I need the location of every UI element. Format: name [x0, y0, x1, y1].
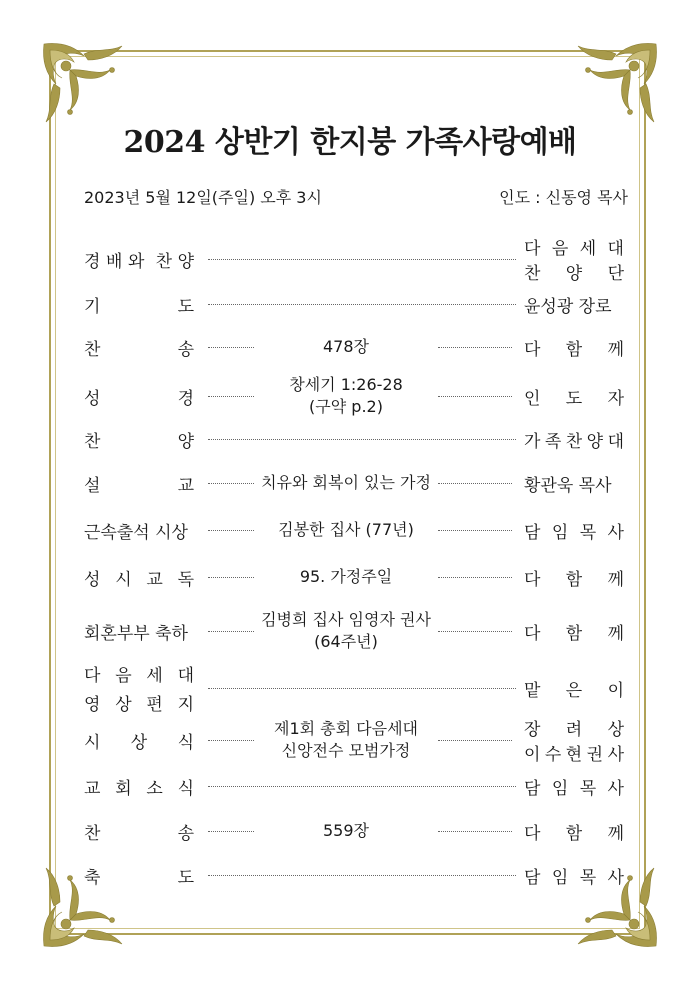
dotted-leader	[438, 831, 512, 832]
char: 교	[84, 778, 101, 799]
char: 교	[146, 569, 163, 590]
program-item-person	[524, 557, 624, 597]
corner-ornament-icon	[40, 40, 128, 128]
char: 장	[524, 720, 541, 740]
char: 담	[524, 867, 541, 888]
char: 수	[544, 745, 562, 765]
char: 기	[84, 296, 101, 317]
program-item-detail	[254, 463, 438, 503]
char: 다	[524, 823, 541, 844]
program-item-person	[524, 664, 624, 712]
char: 자	[607, 388, 624, 409]
char: 회혼부부 축하	[84, 623, 188, 644]
char: 영	[84, 695, 101, 715]
char: 대	[177, 666, 194, 686]
detail-line: 치유와 회복이 있는 가정	[261, 472, 431, 492]
char: 황관욱 목사	[524, 475, 612, 496]
char: 찬	[84, 339, 101, 360]
program-item-detail	[254, 510, 438, 550]
char: 이	[524, 745, 541, 765]
dotted-leader	[208, 259, 516, 260]
char: 도	[177, 296, 194, 317]
text-line	[524, 715, 624, 740]
char: 찬	[565, 431, 583, 452]
program-item-detail	[254, 607, 438, 655]
program-item-label	[84, 463, 194, 503]
char: 사	[607, 867, 624, 888]
char: 지	[177, 695, 194, 715]
text-line	[524, 335, 624, 360]
char: 대	[607, 431, 624, 452]
program-item-label	[84, 510, 194, 550]
char: 임	[551, 522, 569, 543]
detail-line: 창세기 1:26-28	[289, 374, 403, 394]
program-row	[84, 510, 628, 550]
bulletin-title: 2024 상반기 한지붕 가족사랑예배	[123, 125, 577, 160]
dotted-leader	[208, 786, 516, 787]
char: 편	[146, 695, 163, 715]
char: 음	[115, 666, 132, 686]
text-line	[524, 863, 624, 888]
char: 족	[544, 431, 562, 452]
char: 함	[565, 569, 583, 590]
detail-line: 김병희 집사 임영자 권사	[261, 609, 431, 629]
program-item-detail	[254, 372, 438, 420]
program-item-label	[84, 811, 194, 851]
dotted-leader	[208, 483, 254, 484]
char: 성	[84, 388, 101, 409]
char: 근속출석 시상	[84, 522, 188, 543]
char: 목	[579, 867, 597, 888]
char: 함	[565, 339, 583, 360]
char: 세	[146, 666, 163, 686]
program-row	[84, 239, 628, 284]
program-row	[84, 766, 628, 806]
program-item-label	[84, 557, 194, 597]
char: 목	[579, 778, 597, 799]
program-item-label	[84, 664, 194, 715]
char: 도	[565, 388, 583, 409]
program-item-person	[524, 607, 624, 655]
text-line	[524, 259, 624, 284]
char: 께	[607, 623, 624, 644]
dotted-leader	[208, 688, 516, 689]
program-item-person	[524, 239, 624, 284]
text-line	[524, 471, 624, 496]
char: 시	[84, 732, 101, 753]
text-line	[524, 384, 624, 409]
program-row	[84, 327, 628, 367]
dotted-leader	[438, 577, 512, 578]
char: 경	[177, 388, 194, 409]
char: 도	[177, 867, 194, 888]
char: 함	[565, 623, 583, 644]
char: 식	[177, 778, 194, 799]
char: 가	[524, 431, 541, 452]
char: 담	[524, 778, 541, 799]
program-item-label	[84, 716, 194, 764]
char: 양	[177, 251, 194, 272]
dotted-leader	[208, 631, 254, 632]
char: 세	[579, 239, 597, 259]
program-item-label	[84, 855, 194, 895]
program-item-person	[524, 855, 624, 895]
char: 사	[607, 745, 624, 765]
text-line	[524, 234, 624, 259]
detail-line: 478장	[323, 336, 369, 356]
program-row	[84, 284, 628, 324]
char: 다	[524, 623, 541, 644]
char: 와	[128, 251, 145, 272]
char: 소	[146, 778, 163, 799]
char: 송	[177, 823, 194, 844]
program-item-person	[524, 372, 624, 420]
program-row	[84, 372, 628, 420]
program-row	[84, 664, 628, 715]
dotted-leader	[208, 740, 254, 741]
char: 목	[579, 522, 597, 543]
char: 양	[177, 431, 194, 452]
char: 다	[524, 569, 541, 590]
char: 회	[115, 778, 132, 799]
program-item-label	[84, 372, 194, 420]
program-item-label	[84, 766, 194, 806]
text-line	[524, 676, 624, 701]
dotted-leader	[438, 631, 512, 632]
text-line	[524, 292, 624, 317]
program-row	[84, 811, 628, 851]
program-row	[84, 463, 628, 503]
program-row	[84, 607, 628, 655]
char: 음	[551, 239, 569, 259]
char: 식	[177, 732, 194, 753]
char: 맡	[524, 680, 541, 701]
program-item-label	[84, 239, 194, 279]
char: 임	[551, 867, 569, 888]
detail-line: 95. 가정주일	[299, 566, 393, 586]
char: 독	[177, 569, 194, 590]
program-row	[84, 419, 628, 459]
char: 양	[565, 264, 583, 284]
char: 축	[84, 867, 101, 888]
char: 권	[586, 745, 604, 765]
dotted-leader	[208, 347, 254, 348]
char: 현	[565, 745, 583, 765]
char: 께	[607, 339, 624, 360]
dotted-leader	[208, 439, 516, 440]
char: 함	[565, 823, 583, 844]
char: 송	[177, 339, 194, 360]
program-item-person	[524, 327, 624, 367]
char: 다	[84, 666, 101, 686]
char: 설	[84, 475, 101, 496]
char: 사	[607, 778, 624, 799]
dotted-leader	[208, 304, 516, 305]
program-row	[84, 716, 628, 764]
dotted-leader	[208, 831, 254, 832]
char: 께	[607, 823, 624, 844]
program-item-detail	[254, 811, 438, 851]
program-item-person	[524, 716, 624, 764]
program-row	[84, 855, 628, 895]
text-line	[84, 661, 194, 686]
char: 다	[524, 239, 541, 259]
program-item-detail	[254, 557, 438, 597]
program-row	[84, 557, 628, 597]
detail-line: 김봉한 집사 (77년)	[278, 519, 414, 539]
char: 담	[524, 522, 541, 543]
text-line	[524, 565, 624, 590]
dotted-leader	[208, 875, 516, 876]
char: 찬	[524, 264, 541, 284]
dotted-leader	[438, 396, 512, 397]
char: 교	[177, 475, 194, 496]
char: 찬	[84, 431, 101, 452]
program-item-person	[524, 419, 624, 459]
text-line	[524, 518, 624, 543]
program-item-label	[84, 284, 194, 324]
char: 은	[565, 680, 583, 701]
char: 찬	[155, 251, 172, 272]
text-line	[524, 619, 624, 644]
detail-line: 제1회 총회 다음세대	[274, 718, 418, 738]
char: 배	[106, 251, 123, 272]
char: 상	[607, 720, 624, 740]
dotted-leader	[208, 530, 254, 531]
detail-line: 559장	[323, 820, 369, 840]
char: 인	[524, 388, 541, 409]
text-line	[524, 427, 624, 452]
text-line	[524, 740, 624, 765]
program-item-person	[524, 766, 624, 806]
detail-line: (구약 p.2)	[309, 397, 383, 416]
corner-ornament-icon	[572, 40, 660, 128]
program-item-person	[524, 510, 624, 550]
char: 이	[607, 680, 624, 701]
dotted-leader	[208, 577, 254, 578]
dotted-leader	[438, 347, 512, 348]
dotted-leader	[438, 483, 512, 484]
service-datetime: 2023년 5월 12일(주일) 오후 3시	[84, 188, 322, 207]
char: 상	[130, 732, 148, 753]
char: 대	[607, 239, 624, 259]
char: 찬	[84, 823, 101, 844]
detail-line: 신앙전수 모범가정	[281, 741, 411, 760]
char: 윤성광 장로	[524, 296, 612, 317]
char: 다	[524, 339, 541, 360]
text-line	[84, 690, 194, 715]
char: 경	[84, 251, 101, 272]
char: 시	[115, 569, 132, 590]
program-item-detail	[254, 716, 438, 764]
char: 려	[565, 720, 583, 740]
char: 상	[115, 695, 132, 715]
char: 임	[551, 778, 569, 799]
program-item-person	[524, 811, 624, 851]
char: 사	[607, 522, 624, 543]
char: 께	[607, 569, 624, 590]
text-line	[524, 819, 624, 844]
service-leader: 인도 : 신동영 목사	[499, 188, 628, 207]
program-item-label	[84, 607, 194, 655]
detail-line: (64주년)	[314, 632, 378, 651]
dotted-leader	[208, 396, 254, 397]
program-item-detail	[254, 327, 438, 367]
program-item-label	[84, 327, 194, 367]
program-item-person	[524, 284, 624, 324]
program-item-person	[524, 463, 624, 503]
char: 양	[586, 431, 604, 452]
dotted-leader	[438, 530, 512, 531]
text-line	[524, 774, 624, 799]
char: 성	[84, 569, 101, 590]
program-item-label	[84, 419, 194, 459]
dotted-leader	[438, 740, 512, 741]
char: 단	[607, 264, 624, 284]
